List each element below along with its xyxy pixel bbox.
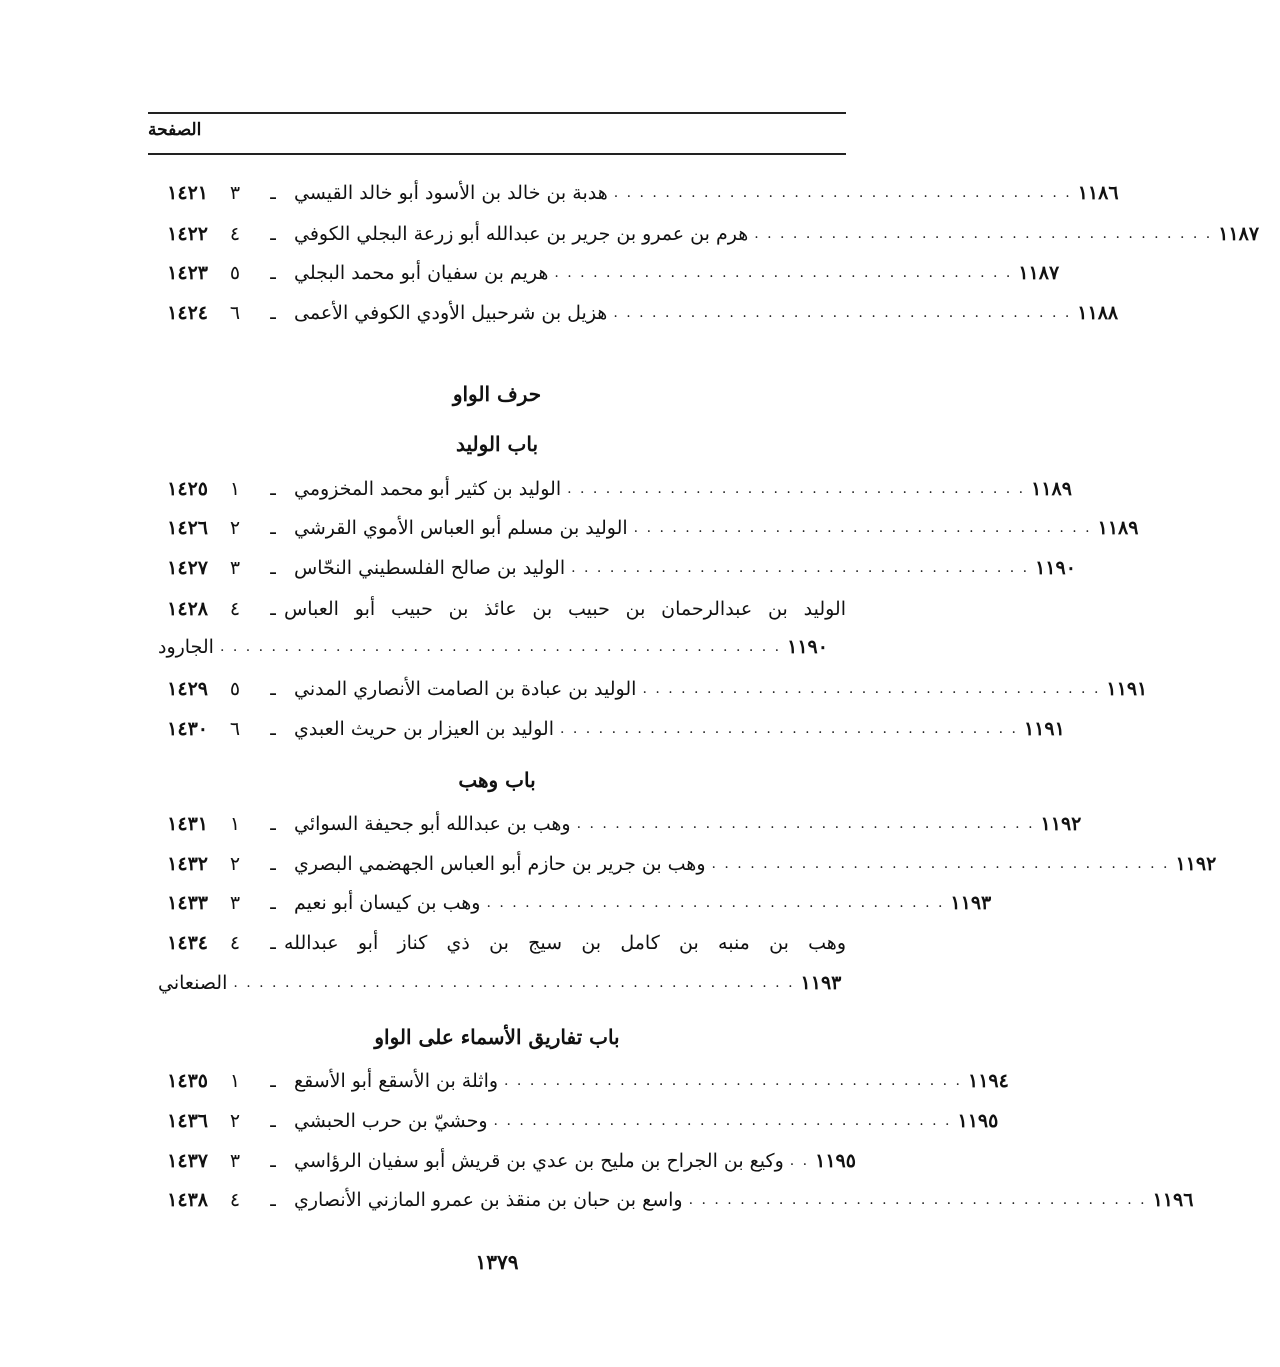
entry-page: ١١٩٢ xyxy=(1040,813,1082,835)
entry-page: ١١٩٣ xyxy=(800,972,842,994)
entry-page: ١١٩٢ xyxy=(1175,853,1217,875)
entry-dash: ـ xyxy=(270,302,276,324)
toc-entry xyxy=(148,1064,1009,1098)
entry-page: ١١٨٦ xyxy=(1077,182,1119,204)
entry-page: ١١٨٨ xyxy=(1077,302,1119,324)
entry-sub-number: ٢ xyxy=(229,517,241,539)
entry-sub-number: ٤ xyxy=(229,1189,241,1211)
entry-name-continuation: الصنعاني xyxy=(158,972,228,994)
entry-sub-number: ٣ xyxy=(229,892,241,914)
entry-dash: ـ xyxy=(270,853,276,875)
header-label: الصفحة xyxy=(148,120,202,140)
entry-name: وهب بن جرير بن حازم أبو العباس الجهضمي البصري xyxy=(294,853,706,875)
entry-page: ١١٩٣ xyxy=(950,892,992,914)
entry-dash: ـ xyxy=(270,1150,276,1172)
entry-sub-number: ٦ xyxy=(229,718,241,740)
entry-name: الوليد بن عبادة بن الصامت الأنصاري المدني xyxy=(294,678,637,700)
entry-number: ١٤٢١ xyxy=(167,182,208,204)
entry-sub-number: ٢ xyxy=(229,853,241,875)
entry-page: ١١٩٤ xyxy=(968,1070,1009,1092)
leader-dots: . . . . . . . . . . . . . . . . . . . . . . . . . . . . . . . . . . . . xyxy=(504,1073,962,1089)
toc-entry xyxy=(148,511,1139,545)
entry-number: ١٤٢٥ xyxy=(167,478,208,500)
toc-entry xyxy=(148,1104,999,1138)
entry-name: هزيل بن شرحبيل الأودي الكوفي الأعمى xyxy=(294,302,608,324)
entry-name: الوليد بن مسلم أبو العباس الأموي القرشي xyxy=(294,517,628,539)
entry-name: وكيع بن الجراح بن مليح بن عدي بن قريش أبو سفيان الرؤاسي xyxy=(294,1150,784,1172)
entry-sub-number: ٥ xyxy=(229,678,241,700)
entry-page: ١١٩١ xyxy=(1023,718,1065,740)
toc-entry xyxy=(148,176,1119,210)
entry-sub-number: ١ xyxy=(229,478,241,500)
leader-dots: . . xyxy=(789,1153,810,1169)
entry-name: الوليد بن العيزار بن حريث العبدي xyxy=(294,718,554,740)
entry-page: ١١٩٠ xyxy=(787,636,828,658)
entry-number: ١٤٣٠ xyxy=(167,718,208,740)
leader-dots: . . . . . . . . . . . . . . . . . . . . . . . . . . . . . . . . . . . . xyxy=(688,1192,1147,1208)
toc-entry xyxy=(148,256,1060,290)
entry-name-continuation: الجارود xyxy=(158,636,214,658)
entry-dash: ـ xyxy=(270,718,276,740)
entry-number: ١٤٢٣ xyxy=(167,262,208,284)
leader-dots: . . . . . . . . . . . . . . . . . . . . . . . . . . . . . . . . . . . . xyxy=(559,721,1018,737)
toc-entry xyxy=(148,592,846,626)
entry-dash: ـ xyxy=(270,517,276,539)
section-heading: باب الوليد xyxy=(455,432,539,456)
entry-page: ١١٩٠ xyxy=(1035,557,1076,579)
header-bottom-rule xyxy=(148,153,846,155)
entry-sub-number: ٣ xyxy=(229,182,241,204)
entry-sub-number: ٤ xyxy=(229,223,241,245)
entry-dash: ـ xyxy=(270,262,276,284)
toc-entry-continuation xyxy=(148,966,846,1000)
entry-name: الوليد بن صالح الفلسطيني النحّاس xyxy=(294,557,566,579)
leader-dots: . . . . . . . . . . . . . . . . . . . . . . . . . . . . . . . . . . . . xyxy=(493,1113,952,1129)
entry-sub-number: ٣ xyxy=(229,557,241,579)
entry-dash: ـ xyxy=(270,1189,276,1211)
page-number: ١٣٧٩ xyxy=(475,1250,519,1274)
entry-dash: ـ xyxy=(270,557,276,579)
leader-dots: . . . . . . . . . . . . . . . . . . . . . . . . . . . . . . . . . . . . xyxy=(613,185,1072,201)
leader-dots: . . . . . . . . . . . . . . . . . . . . . . . . . . . . . . . . . . . . xyxy=(633,520,1092,536)
entry-name: هريم بن سفيان أبو محمد البجلي xyxy=(294,262,549,284)
leader-dots: . . . . . . . . . . . . . . . . . . . . . . . . . . . . . . . . . . . . xyxy=(571,560,1030,576)
leader-dots: . . . . . . . . . . . . . . . . . . . . . . . . . . . . . . . . . . . . xyxy=(754,226,1213,242)
entry-name: وهب بن عبدالله أبو جحيفة السوائي xyxy=(294,813,571,835)
entry-sub-number: ١ xyxy=(229,813,241,835)
toc-entry xyxy=(148,296,1119,330)
section-heading: باب تفاريق الأسماء على الواو xyxy=(374,1025,620,1049)
toc-entry xyxy=(148,1144,856,1178)
leader-dots: . . . . . . . . . . . . . . . . . . . . . . . . . . . . . . . . . . . . xyxy=(576,816,1035,832)
entry-page: ١١٩١ xyxy=(1106,678,1148,700)
toc-entry xyxy=(148,847,1217,881)
entry-dash: ـ xyxy=(270,223,276,245)
leader-dots: . . . . . . . . . . . . . . . . . . . . . . . . . . . . . . . . . . . . xyxy=(567,481,1026,497)
entry-page: ١١٨٧ xyxy=(1018,262,1060,284)
entry-number: ١٤٢٢ xyxy=(167,223,208,245)
toc-entry xyxy=(148,217,1260,251)
entry-dash: ـ xyxy=(270,1110,276,1132)
entry-sub-number: ٤ xyxy=(229,598,241,620)
toc-entry xyxy=(148,1183,1194,1217)
entry-dash: ـ xyxy=(270,182,276,204)
entry-name: الوليد بن كثير أبو محمد المخزومي xyxy=(294,478,562,500)
entry-sub-number: ٤ xyxy=(229,932,241,954)
entry-number: ١٤٣١ xyxy=(167,813,208,835)
leader-dots: . . . . . . . . . . . . . . . . . . . . . . . . . . . . . . . . . . . . xyxy=(711,856,1170,872)
entry-sub-number: ٥ xyxy=(229,262,241,284)
entry-name: وهب بن كيسان أبو نعيم xyxy=(294,892,481,914)
entry-name: وهب بن منبه بن كامل بن سيج بن ذي كناز أبو عبدالله xyxy=(284,932,846,954)
entry-sub-number: ٢ xyxy=(229,1110,241,1132)
entry-dash: ـ xyxy=(270,892,276,914)
entry-number: ١٤٣٥ xyxy=(167,1070,208,1092)
leader-dots: . . . . . . . . . . . . . . . . . . . . . . . . . . . . . . . . . . . . xyxy=(642,681,1101,697)
toc-entry xyxy=(148,712,1065,746)
entry-page: ١١٩٥ xyxy=(957,1110,999,1132)
toc-entry xyxy=(148,472,1072,506)
entry-number: ١٤٢٩ xyxy=(167,678,208,700)
letter-heading: حرف الواو xyxy=(452,382,542,406)
entry-name: واثلة بن الأسقع أبو الأسقع xyxy=(294,1070,499,1092)
header-top-rule xyxy=(148,112,846,114)
entry-name: واسع بن حبان بن منقذ بن عمرو المازني الأنصاري xyxy=(294,1189,683,1211)
entry-page: ١١٨٩ xyxy=(1097,517,1139,539)
entry-page: ١١٩٦ xyxy=(1152,1189,1194,1211)
entry-name: هدبة بن خالد بن الأسود أبو خالد القيسي xyxy=(294,182,608,204)
entry-name: وحشيّ بن حرب الحبشي xyxy=(294,1110,488,1132)
entry-page: ١١٨٧ xyxy=(1218,223,1260,245)
entry-number: ١٤٣٦ xyxy=(167,1110,208,1132)
entry-dash: ـ xyxy=(270,678,276,700)
toc-entry xyxy=(148,551,1076,585)
entry-number: ١٤٣٢ xyxy=(167,853,208,875)
entry-sub-number: ٣ xyxy=(229,1150,241,1172)
entry-number: ١٤٢٨ xyxy=(167,598,208,620)
entry-dash: ـ xyxy=(270,813,276,835)
leader-dots: . . . . . . . . . . . . . . . . . . . . . . . . . . . . . . . . . . . . . . . . . . . . xyxy=(233,975,795,991)
entry-number: ١٤٣٧ xyxy=(167,1150,208,1172)
entry-dash: ـ xyxy=(270,932,276,954)
entry-number: ١٤٣٨ xyxy=(167,1189,208,1211)
entry-sub-number: ٦ xyxy=(229,302,241,324)
entry-sub-number: ١ xyxy=(229,1070,241,1092)
entry-dash: ـ xyxy=(270,598,276,620)
toc-entry xyxy=(148,886,992,920)
entry-number: ١٤٢٧ xyxy=(167,557,208,579)
entry-number: ١٤٢٤ xyxy=(167,302,208,324)
leader-dots: . . . . . . . . . . . . . . . . . . . . . . . . . . . . . . . . . . . . . . . . . . . . xyxy=(219,639,782,655)
entry-dash: ـ xyxy=(270,1070,276,1092)
entry-number: ١٤٣٣ xyxy=(167,892,208,914)
entry-number: ١٤٣٤ xyxy=(167,932,208,954)
entry-name: الوليد بن عبدالرحمان بن حبيب بن عائذ بن حبيب أبو العباس xyxy=(284,598,846,620)
section-heading: باب وهب xyxy=(458,768,536,792)
entry-number: ١٤٢٦ xyxy=(167,517,208,539)
leader-dots: . . . . . . . . . . . . . . . . . . . . . . . . . . . . . . . . . . . . xyxy=(613,305,1072,321)
entry-dash: ـ xyxy=(270,478,276,500)
entry-name: هرم بن عمرو بن جرير بن عبدالله أبو زرعة البجلي الكوفي xyxy=(294,223,749,245)
leader-dots: . . . . . . . . . . . . . . . . . . . . . . . . . . . . . . . . . . . . xyxy=(486,895,945,911)
toc-entry xyxy=(148,807,1082,841)
entry-page: ١١٨٩ xyxy=(1031,478,1072,500)
toc-entry xyxy=(148,926,846,960)
entry-page: ١١٩٥ xyxy=(815,1150,856,1172)
toc-entry-continuation xyxy=(148,630,846,664)
leader-dots: . . . . . . . . . . . . . . . . . . . . . . . . . . . . . . . . . . . . xyxy=(554,265,1013,281)
toc-entry xyxy=(148,672,1148,706)
